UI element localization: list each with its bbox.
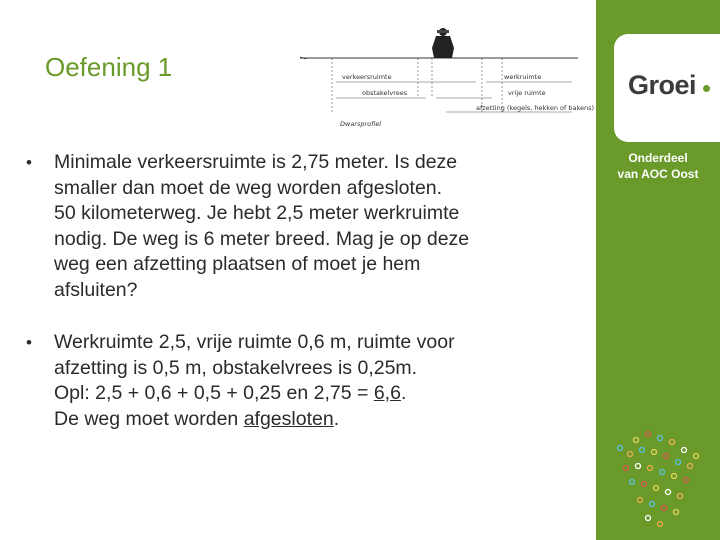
answer-period: . xyxy=(400,382,407,404)
label-afzetting: afzetting (kegels, hekken of bakens) xyxy=(476,104,595,112)
label-vrije-ruimte: vrije ruimte xyxy=(508,89,546,97)
question-line: afsluiten? xyxy=(54,278,138,301)
answer-line xyxy=(54,407,576,433)
label-obstakelvrees: obstakelvrees xyxy=(362,89,408,97)
logo-box xyxy=(614,34,720,142)
label-werkruimte: werkruimte xyxy=(504,73,542,81)
road-profile-figure xyxy=(296,22,595,134)
answer-text xyxy=(54,330,576,432)
road-worker-icon xyxy=(432,28,454,58)
answer-conclusion: De weg moet worden xyxy=(54,407,244,430)
label-dwarsprofiel: Dwarsprofiel xyxy=(340,120,382,128)
label-verkeersruimte: verkeersruimte xyxy=(342,73,392,81)
bullet-answer xyxy=(26,330,576,432)
question-line: Minimale verkeersruimte is 2,75 meter. Is deze xyxy=(54,151,458,173)
answer-line xyxy=(54,381,576,407)
logo-dot-icon xyxy=(703,85,710,92)
question-text xyxy=(54,150,576,303)
answer-period: . xyxy=(333,407,340,430)
decorative-dots xyxy=(596,420,720,540)
question-line: 50 kilometerweg. Je hebt 2,5 meter werkruimte xyxy=(54,202,460,224)
logo-text: Groei xyxy=(628,70,697,100)
bullet-question xyxy=(26,150,576,303)
answer-keyword: afgesloten xyxy=(243,407,334,430)
bullet-icon: • xyxy=(26,333,32,352)
question-line: weg een afzetting plaatsen of moet je hem xyxy=(54,253,421,275)
sidebar-subtitle-2: van AOC Oost xyxy=(617,167,699,181)
answer-line: afzetting is 0,5 m, obstakelvrees is 0,25m. xyxy=(54,356,418,379)
slide-title: Oefening 1 xyxy=(45,52,173,82)
question-line: nodig. De weg is 6 meter breed. Mag je op deze xyxy=(54,227,470,250)
answer-line: Werkruimte 2,5, vrije ruimte 0,6 m, ruimte voor xyxy=(54,331,455,353)
answer-calc: Opl: 2,5 + 0,6 + 0,5 + 0,25 en 2,75 = xyxy=(54,382,374,404)
sidebar-subtitle-1: Onderdeel xyxy=(628,151,688,165)
brand-sidebar xyxy=(596,0,720,540)
bullet-icon: • xyxy=(26,153,32,172)
question-line: smaller dan moet de weg worden afgesloten. xyxy=(54,176,443,199)
slide-body xyxy=(26,150,576,432)
answer-result: 6,6 xyxy=(373,382,401,404)
